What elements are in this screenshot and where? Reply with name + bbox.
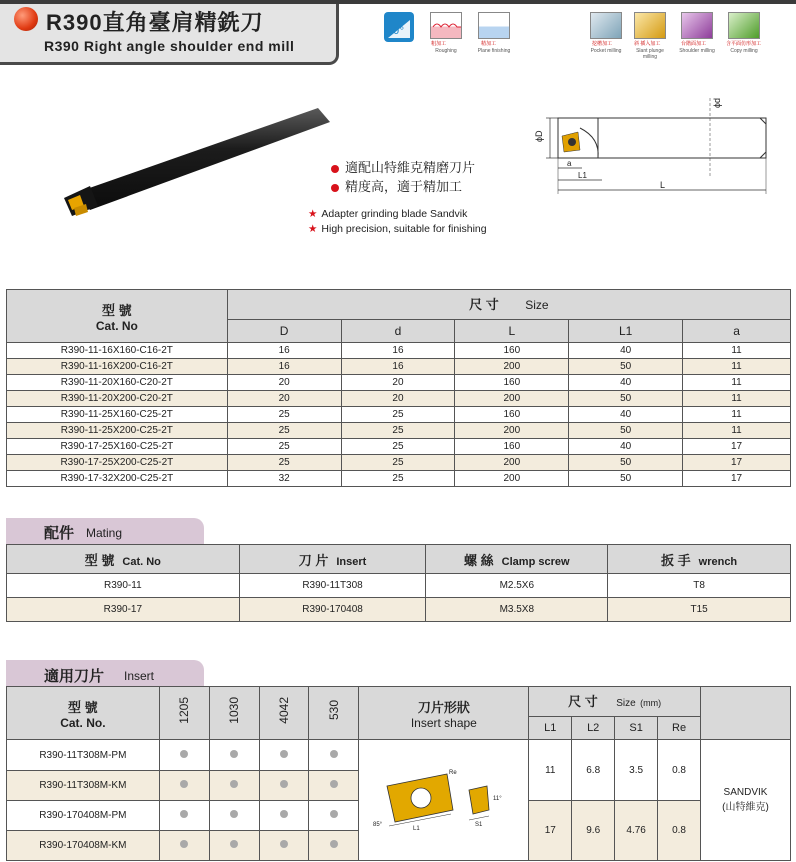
grade-dot (159, 771, 209, 801)
insert-shape-drawing (369, 764, 519, 834)
size-cell-a: 11 (683, 391, 791, 407)
table-row (7, 439, 791, 455)
copy-milling-icon (728, 12, 760, 39)
grade-dot (259, 740, 309, 771)
svg-text:0°: 0° (393, 26, 405, 37)
feature-zh-2: 精度高，適于精加工 (331, 176, 462, 195)
size-cell-l: 200 (455, 423, 569, 439)
insert-S1-value: 4.76 (615, 801, 658, 861)
size-cell-d: 25 (341, 423, 455, 439)
grade-dot (209, 801, 259, 831)
size-cell-d: 25 (341, 407, 455, 423)
insert-col-S1: S1 (615, 716, 658, 739)
size-cell-d: 16 (227, 359, 341, 375)
grade-header-1: 1205 (159, 687, 209, 740)
plunge-milling-icon (634, 12, 666, 39)
insert-col-L1: L1 (529, 716, 572, 739)
size-cell-d: 20 (341, 375, 455, 391)
drawing-phiD-label: ϕD (534, 130, 544, 142)
size-cell-l1: 50 (569, 359, 683, 375)
mating-header-2: 螺 絲 Clamp screw (426, 545, 608, 574)
size-cell-d: 25 (341, 455, 455, 471)
size-cell-l1: 40 (569, 375, 683, 391)
brand-header (701, 687, 791, 740)
size-cell-l1: 40 (569, 407, 683, 423)
mating-insert-cell: R390-170408 (239, 598, 426, 622)
insert-L1-value: 11 (529, 740, 572, 801)
size-cell-l: 200 (455, 359, 569, 375)
mating-header-1: 刀 片 Insert (239, 545, 426, 574)
grade-dot (159, 740, 209, 771)
cat-no-cell: R390-11-16X200-C16-2T (7, 359, 228, 375)
size-cell-l: 160 (455, 375, 569, 391)
table-row (7, 359, 791, 375)
insert-shape-cell (359, 740, 529, 861)
cat-no-cell: R390-17-32X200-C25-2T (7, 471, 228, 487)
feature-en-2: ★ High precision, suitable for finishing (308, 223, 487, 235)
insert-cat: R390-170408M-KM (7, 831, 160, 861)
grade-dot (259, 831, 309, 861)
size-cell-a: 17 (683, 455, 791, 471)
size-cell-a: 11 (683, 407, 791, 423)
size-cell-a: 11 (683, 423, 791, 439)
shoulder-milling-label: 台階面加工 (681, 41, 707, 47)
shape-S1-label: S1 (474, 821, 483, 828)
size-cell-l1: 50 (569, 391, 683, 407)
insert-table (6, 686, 791, 861)
size-cell-l: 160 (455, 439, 569, 455)
plunge-milling-label: 斜 插入加工 (634, 41, 661, 47)
drawing-L1-label: L1 (578, 171, 587, 180)
grade-dot (209, 831, 259, 861)
insert-cat: R390-11T308M-PM (7, 740, 160, 771)
grade-header-3: 4042 (259, 687, 309, 740)
size-cell-d: 25 (341, 439, 455, 455)
angle-icon (384, 12, 414, 42)
drawing-L-label: L (660, 180, 666, 190)
grade-header-2: 1030 (209, 687, 259, 740)
size-cell-l: 200 (455, 391, 569, 407)
insert-tab: 適用刀片 Insert (6, 660, 204, 686)
page-title: R390直角臺肩精銑刀 (46, 10, 264, 35)
insert-size-header: 尺 寸 Size (mm) (529, 687, 701, 717)
mating-cat-cell: R390-11 (7, 574, 240, 598)
shoulder-milling-caption: Shoulder milling (679, 48, 715, 54)
size-col-l1: L1 (569, 319, 683, 342)
roughing-label: 粗加工 (431, 41, 447, 47)
pocket-milling-label: 挖槽加工 (592, 41, 613, 47)
insert-L2-value: 9.6 (572, 801, 615, 861)
size-col-a: a (683, 319, 791, 342)
size-cell-a: 11 (683, 359, 791, 375)
finishing-icon (478, 12, 510, 39)
copy-milling-label: 含平面仿形加工 (726, 41, 762, 47)
table-row (7, 598, 791, 622)
insert-cat: R390-170408M-PM (7, 801, 160, 831)
size-cell-d: 20 (227, 391, 341, 407)
size-cell-a: 11 (683, 343, 791, 359)
tool-drawing (520, 88, 780, 198)
shoulder-milling-icon (681, 12, 713, 39)
finishing-caption: Plane finishing (477, 48, 511, 54)
size-col-l: L (455, 319, 569, 342)
size-cell-l1: 50 (569, 455, 683, 471)
mating-wrench-cell: T8 (608, 574, 791, 598)
table-row (7, 375, 791, 391)
model-header: 型 號 Cat. No (7, 290, 228, 343)
cat-no-cell: R390-11-20X200-C20-2T (7, 391, 228, 407)
shape-Re-label: Re (448, 769, 457, 776)
table-row (7, 455, 791, 471)
plunge-milling-caption: Slant plunge milling (636, 48, 664, 60)
table-row (7, 423, 791, 439)
mating-header-0: 型 號 Cat. No (7, 545, 240, 574)
roughing-caption: Roughing (435, 48, 457, 54)
grade-dot (309, 831, 359, 861)
copy-milling-caption: Copy milling (730, 48, 758, 54)
size-cell-l: 160 (455, 407, 569, 423)
cat-no-cell: R390-11-20X160-C20-2T (7, 375, 228, 391)
size-cell-d: 25 (227, 455, 341, 471)
cat-no-cell: R390-11-25X160-C25-2T (7, 407, 228, 423)
grade-dot (209, 771, 259, 801)
cat-no-cell: R390-17-25X160-C25-2T (7, 439, 228, 455)
shape-11-label: 11° (492, 795, 502, 802)
size-cell-d: 25 (227, 407, 341, 423)
size-cell-l1: 40 (569, 439, 683, 455)
insert-col-Re: Re (658, 716, 701, 739)
mating-screw-cell: M3.5X8 (426, 598, 608, 622)
insert-L2-value: 6.8 (572, 740, 615, 801)
feature-zh-1: 適配山特維克精磨刀片 (331, 157, 475, 176)
size-cell-d: 25 (341, 471, 455, 487)
grade-dot (259, 771, 309, 801)
mating-cat-cell: R390-17 (7, 598, 240, 622)
shape-85-label: 85° (372, 821, 382, 828)
grade-dot (259, 801, 309, 831)
size-cell-l1: 50 (569, 471, 683, 487)
shape-L1-label: L1 (412, 825, 420, 832)
insert-shape-header: 刀片形狀 Insert shape (359, 687, 529, 740)
insert-cat: R390-11T308M-KM (7, 771, 160, 801)
page-subtitle: R390 Right angle shoulder end mill (44, 38, 295, 54)
table-row (7, 740, 791, 771)
size-cell-a: 17 (683, 471, 791, 487)
pocket-milling-caption: Pocket milling (590, 48, 622, 54)
table-row (7, 471, 791, 487)
finishing-label: 精加工 (481, 41, 497, 47)
grade-dot (309, 801, 359, 831)
title-ball-icon (14, 7, 38, 31)
insert-Re-value: 0.8 (658, 801, 701, 861)
grade-header-4: 530 (309, 687, 359, 740)
table-row (7, 574, 791, 598)
drawing-phid-label: ϕd (712, 97, 722, 108)
table-row (7, 407, 791, 423)
cat-no-cell: R390-11-16X160-C16-2T (7, 343, 228, 359)
size-cell-d: 16 (227, 343, 341, 359)
mating-wrench-cell: T15 (608, 598, 791, 622)
pocket-milling-icon (590, 12, 622, 39)
grade-dot (309, 771, 359, 801)
grade-dot (159, 831, 209, 861)
size-cell-d: 16 (341, 359, 455, 375)
brand-name: SANDVIK (723, 787, 768, 798)
size-cell-d: 25 (227, 439, 341, 455)
size-cell-d: 32 (227, 471, 341, 487)
mating-table (6, 544, 791, 622)
size-cell-l1: 50 (569, 423, 683, 439)
size-header: 尺 寸 Size (227, 290, 790, 320)
size-cell-a: 11 (683, 375, 791, 391)
mating-screw-cell: M2.5X6 (426, 574, 608, 598)
drawing-a-label: a (567, 159, 572, 168)
size-cell-l: 200 (455, 471, 569, 487)
size-cell-l: 200 (455, 455, 569, 471)
brand-cell (701, 740, 791, 861)
size-cell-d: 16 (341, 343, 455, 359)
insert-col-L2: L2 (572, 716, 615, 739)
size-cell-a: 17 (683, 439, 791, 455)
insert-S1-value: 3.5 (615, 740, 658, 801)
insert-L1-value: 17 (529, 801, 572, 861)
cat-no-cell: R390-17-25X200-C25-2T (7, 455, 228, 471)
size-cell-d: 20 (227, 375, 341, 391)
mating-tab: 配件 Mating (6, 518, 204, 544)
table-row (7, 391, 791, 407)
insert-Re-value: 0.8 (658, 740, 701, 801)
mating-insert-cell: R390-11T308 (239, 574, 426, 598)
size-cell-l1: 40 (569, 343, 683, 359)
cat-no-cell: R390-11-25X200-C25-2T (7, 423, 228, 439)
mating-header-3: 扳 手 wrench (608, 545, 791, 574)
table-row (7, 343, 791, 359)
grade-dot (159, 801, 209, 831)
size-col-d: d (341, 319, 455, 342)
grade-dot (309, 740, 359, 771)
brand-name-zh: (山特維克) (722, 802, 769, 813)
grade-dot (209, 740, 259, 771)
feature-en-1: ★ Adapter grinding blade Sandvik (308, 208, 468, 220)
size-cell-d: 25 (227, 423, 341, 439)
insert-model-header: 型 號 Cat. No. (7, 687, 160, 740)
size-cell-l: 160 (455, 343, 569, 359)
roughing-icon (430, 12, 462, 39)
size-col-d: D (227, 319, 341, 342)
tool-photo (60, 100, 340, 220)
main-spec-table (6, 289, 791, 487)
size-cell-d: 20 (341, 391, 455, 407)
